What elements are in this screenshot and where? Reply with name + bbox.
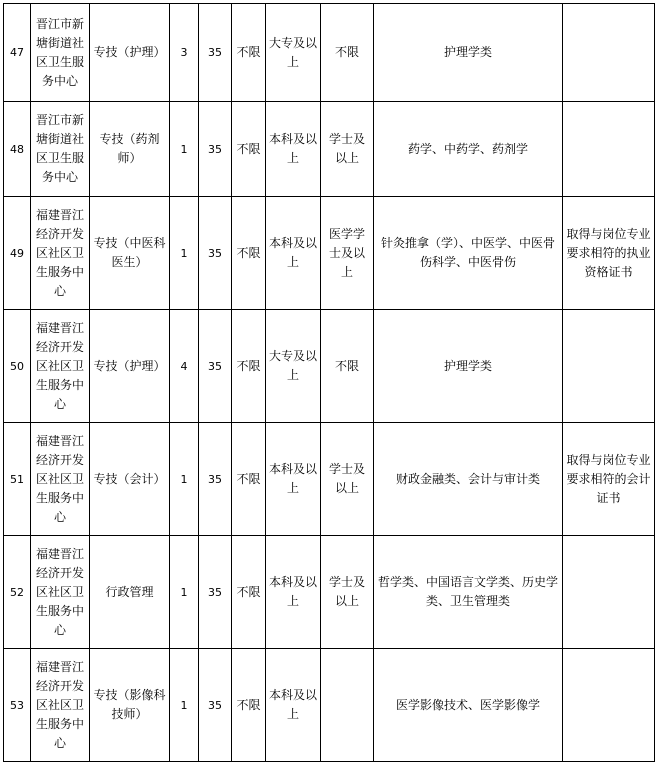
cell-other [563, 649, 655, 762]
cell-age: 35 [199, 536, 232, 649]
cell-count: 1 [170, 649, 199, 762]
recruitment-table [3, 3, 655, 762]
cell-age: 35 [199, 4, 232, 102]
cell-degree [321, 649, 374, 762]
cell-post: 行政管理 [90, 536, 170, 649]
cell-major: 针灸推拿（学）、中医学、中医骨伤科学、中医骨伤 [374, 197, 563, 310]
cell-no: 49 [4, 197, 31, 310]
cell-major: 药学、中药学、药剂学 [374, 102, 563, 197]
cell-other [563, 310, 655, 423]
cell-education: 大专及以上 [266, 4, 321, 102]
cell-age: 35 [199, 423, 232, 536]
cell-no: 53 [4, 649, 31, 762]
cell-education: 本科及以上 [266, 197, 321, 310]
cell-unit: 福建晋江经济开发区社区卫生服务中心 [31, 197, 90, 310]
table-row [4, 536, 655, 649]
cell-degree: 不限 [321, 310, 374, 423]
cell-degree: 学士及以上 [321, 536, 374, 649]
cell-education: 本科及以上 [266, 649, 321, 762]
cell-age: 35 [199, 102, 232, 197]
cell-unit: 福建晋江经济开发区社区卫生服务中心 [31, 649, 90, 762]
cell-other-limit: 不限 [232, 536, 266, 649]
cell-no: 48 [4, 102, 31, 197]
cell-major: 护理学类 [374, 310, 563, 423]
cell-major: 财政金融类、会计与审计类 [374, 423, 563, 536]
cell-other [563, 102, 655, 197]
cell-post: 专技（影像科技师） [90, 649, 170, 762]
cell-other [563, 536, 655, 649]
table-row [4, 4, 655, 102]
cell-other-limit: 不限 [232, 4, 266, 102]
table-row [4, 197, 655, 310]
cell-other: 取得与岗位专业要求相符的执业资格证书 [563, 197, 655, 310]
cell-count: 1 [170, 423, 199, 536]
cell-no: 51 [4, 423, 31, 536]
cell-no: 47 [4, 4, 31, 102]
cell-post: 专技（中医科医生） [90, 197, 170, 310]
cell-count: 1 [170, 536, 199, 649]
cell-unit: 晋江市新塘街道社区卫生服务中心 [31, 4, 90, 102]
cell-other-limit: 不限 [232, 649, 266, 762]
cell-post: 专技（药剂师） [90, 102, 170, 197]
cell-other-limit: 不限 [232, 310, 266, 423]
cell-other [563, 4, 655, 102]
cell-education: 本科及以上 [266, 536, 321, 649]
cell-post: 专技（护理） [90, 4, 170, 102]
table-row [4, 310, 655, 423]
cell-degree: 学士及以上 [321, 423, 374, 536]
cell-other-limit: 不限 [232, 102, 266, 197]
cell-no: 50 [4, 310, 31, 423]
cell-unit: 福建晋江经济开发区社区卫生服务中心 [31, 423, 90, 536]
cell-post: 专技（护理） [90, 310, 170, 423]
cell-age: 35 [199, 649, 232, 762]
cell-unit: 福建晋江经济开发区社区卫生服务中心 [31, 536, 90, 649]
cell-count: 1 [170, 102, 199, 197]
cell-education: 大专及以上 [266, 310, 321, 423]
cell-unit: 福建晋江经济开发区社区卫生服务中心 [31, 310, 90, 423]
cell-other: 取得与岗位专业要求相符的会计证书 [563, 423, 655, 536]
cell-major: 医学影像技术、医学影像学 [374, 649, 563, 762]
table-row [4, 649, 655, 762]
cell-count: 4 [170, 310, 199, 423]
cell-education: 本科及以上 [266, 102, 321, 197]
cell-no: 52 [4, 536, 31, 649]
cell-other-limit: 不限 [232, 197, 266, 310]
cell-count: 3 [170, 4, 199, 102]
cell-other-limit: 不限 [232, 423, 266, 536]
table-row [4, 423, 655, 536]
cell-unit: 晋江市新塘街道社区卫生服务中心 [31, 102, 90, 197]
cell-count: 1 [170, 197, 199, 310]
cell-degree: 医学学士及以上 [321, 197, 374, 310]
table-row [4, 102, 655, 197]
cell-age: 35 [199, 310, 232, 423]
cell-degree: 不限 [321, 4, 374, 102]
cell-post: 专技（会计） [90, 423, 170, 536]
cell-age: 35 [199, 197, 232, 310]
cell-major: 哲学类、中国语言文学类、历史学类、卫生管理类 [374, 536, 563, 649]
cell-major: 护理学类 [374, 4, 563, 102]
cell-degree: 学士及以上 [321, 102, 374, 197]
cell-education: 本科及以上 [266, 423, 321, 536]
